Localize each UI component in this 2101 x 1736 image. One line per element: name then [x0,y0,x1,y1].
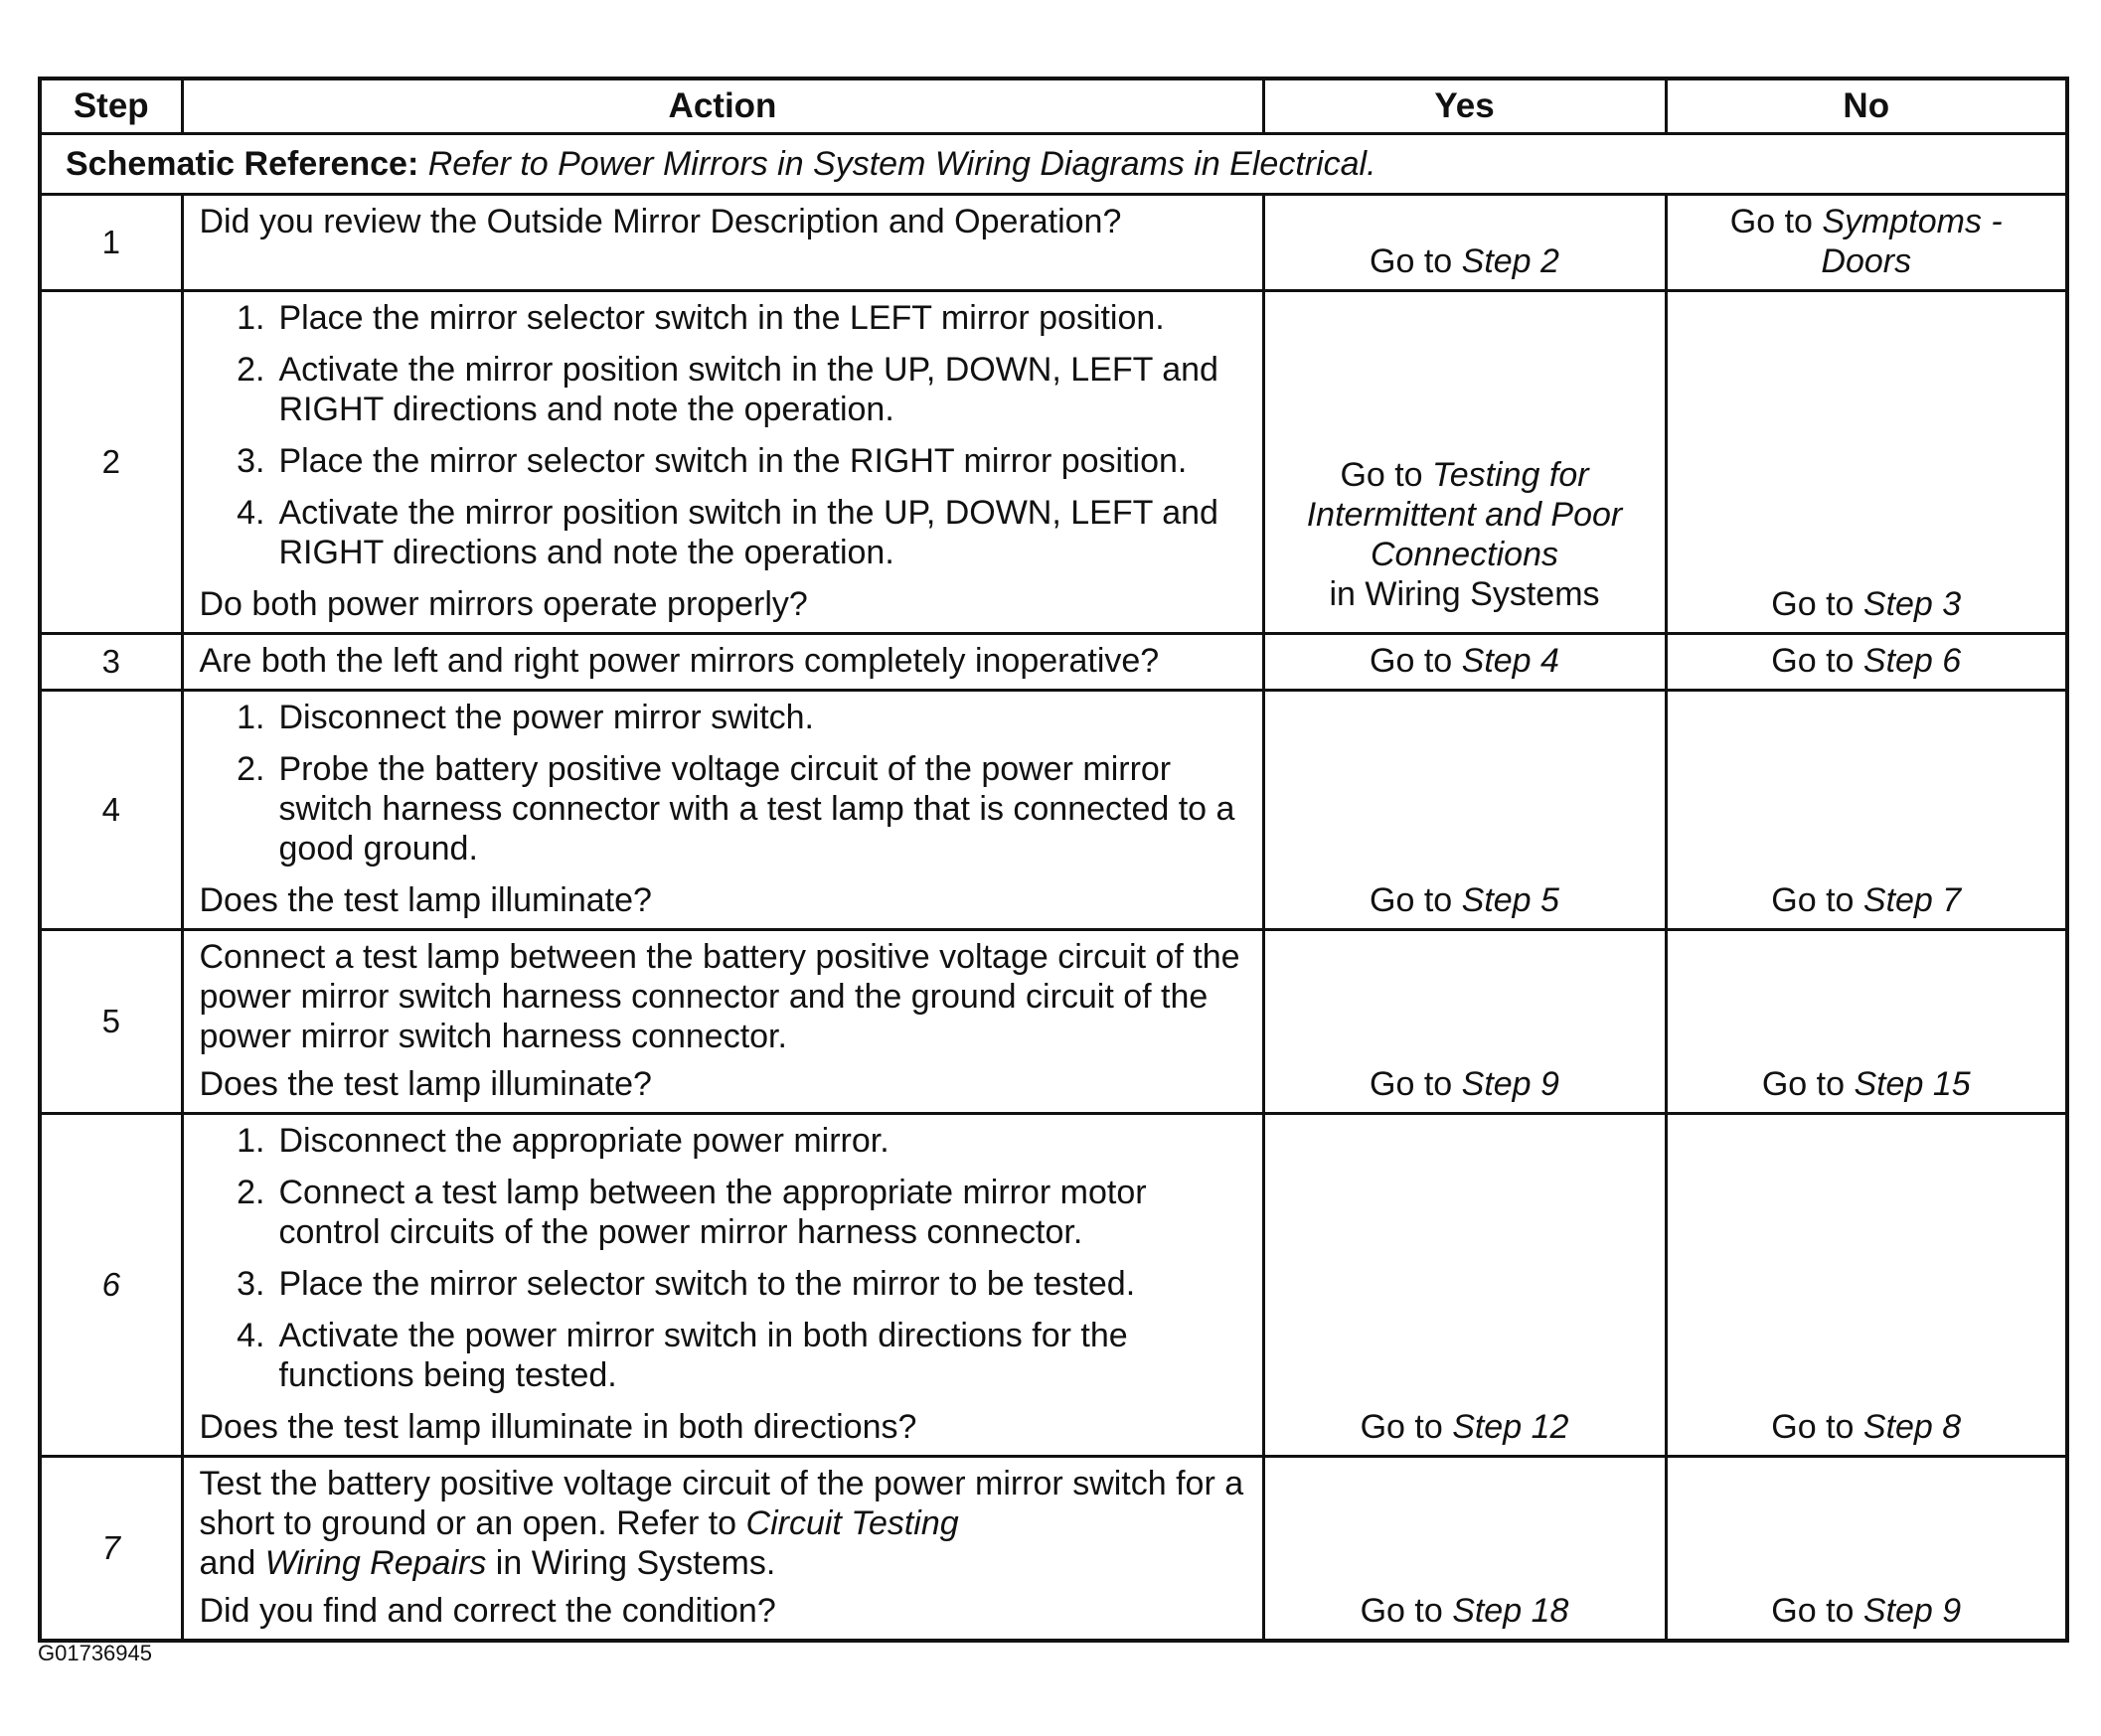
no-link: Step 7 [1862,881,1962,919]
no-link-continued: Doors [1821,242,1912,280]
yes-prefix: Go to [1370,242,1462,280]
no-link: Step 8 [1862,1408,1962,1446]
yes-cell [1263,291,1666,634]
action-cell [182,1457,1263,1642]
yes-cell [1263,930,1666,1114]
list-item: 1. Disconnect the appropriate power mirror. [237,1122,889,1160]
figure-id: G01736945 [38,1641,152,1665]
yes-link: Step 12 [1452,1408,1569,1446]
no-link: Step 15 [1854,1065,1971,1103]
no-cell [1666,634,2067,691]
no-prefix: Go to [1771,881,1863,919]
list-item: 3. Place the mirror selector switch in the RIGHT mirror position. [237,442,1188,480]
header-row [40,79,2067,134]
no-cell [1666,291,2067,634]
list-item: 4. Activate the power mirror switch in both directions for the functions being tested. [237,1317,1128,1394]
yes-prefix: Go to [1340,456,1433,494]
yes-cell [1263,195,1666,291]
table-row [40,691,2067,930]
yes-link: Step 9 [1461,1065,1559,1103]
table-row [40,291,2067,634]
yes-cell [1263,1114,1666,1457]
header-yes: Yes [1263,79,1666,134]
action-question: Does the test lamp illuminate in both directions? [199,1408,917,1446]
step-number: 7 [40,1457,182,1642]
schematic-reference-text: Refer to Power Mirrors in System Wiring Diagrams in Electrical. [427,145,1376,183]
no-prefix: Go to [1729,203,1823,240]
action-question: Are both the left and right power mirrors completely inoperative? [199,642,1160,680]
no-prefix: Go to [1771,1408,1863,1446]
no-prefix: Go to [1771,1592,1863,1630]
action-paragraph: Connect a test lamp between the battery positive voltage circuit of the power mirror switch harness connector and the ground circuit of the power mirror switch harness connector. [199,938,1240,1055]
yes-prefix: Go to [1370,1065,1462,1103]
no-link: Step 3 [1862,585,1962,623]
action-cell [182,1114,1263,1457]
action-question: Did you review the Outside Mirror Description and Operation? [199,203,1122,240]
step-number: 4 [40,691,182,930]
no-link: Step 9 [1862,1592,1962,1630]
action-cell [182,195,1263,291]
yes-suffix: in Wiring Systems [1329,575,1600,613]
action-list [200,1121,1250,1395]
yes-link-continued: Intermittent and Poor [1306,496,1623,534]
no-prefix: Go to [1771,585,1863,623]
list-item: 2. Probe the battery positive voltage circuit of the power mirror switch harness connector with a test lamp that is connected to a good ground. [237,750,1235,868]
yes-prefix: Go to [1370,642,1462,680]
step-number: 1 [40,195,182,291]
yes-prefix: Go to [1370,881,1462,919]
step-number: 2 [40,291,182,634]
no-cell [1666,930,2067,1114]
step-number: 5 [40,930,182,1114]
circuit-testing-ref: Circuit Testing [745,1504,959,1542]
no-prefix: Go to [1761,1065,1855,1103]
action-cell [182,691,1263,930]
table-row [40,1457,2067,1642]
wiring-repairs-ref: Wiring Repairs [264,1544,487,1582]
step-number: 3 [40,634,182,691]
yes-prefix: Go to [1360,1592,1453,1630]
table-row [40,930,2067,1114]
diagnostic-table-container [38,77,2065,1643]
diagnostic-table [38,77,2069,1643]
yes-prefix: Go to [1360,1408,1453,1446]
no-cell [1666,195,2067,291]
list-item: 2. Activate the mirror position switch in the UP, DOWN, LEFT and RIGHT directions and note the operation. [237,351,1218,428]
yes-link: Testing for [1432,456,1589,494]
table-row [40,1114,2067,1457]
list-item: 1. Place the mirror selector switch in the LEFT mirror position. [237,299,1165,337]
action-question: Does the test lamp illuminate? [199,881,652,919]
no-link: Step 6 [1862,642,1962,680]
no-prefix: Go to [1771,642,1863,680]
action-list [200,298,1250,572]
yes-link: Step 5 [1461,881,1559,919]
schematic-reference [40,134,2067,195]
header-step: Step [40,79,182,134]
header-action: Action [182,79,1263,134]
action-list [200,698,1250,868]
yes-link: Step 18 [1452,1592,1569,1630]
no-cell [1666,1114,2067,1457]
no-cell [1666,691,2067,930]
step-number: 6 [40,1114,182,1457]
action-cell [182,930,1263,1114]
yes-cell [1263,634,1666,691]
list-item: 2. Connect a test lamp between the appropriate mirror motor control circuits of the power mirror harness connector. [237,1174,1147,1251]
action-cell [182,634,1263,691]
list-item: 3. Place the mirror selector switch to the mirror to be tested. [237,1265,1136,1303]
schematic-reference-row [40,134,2067,195]
yes-cell [1263,691,1666,930]
list-item: 1. Disconnect the power mirror switch. [237,699,815,736]
table-row [40,195,2067,291]
action-question: Did you find and correct the condition? [199,1592,776,1630]
action-question: Does the test lamp illuminate? [199,1065,652,1103]
action-paragraph: Test the battery positive voltage circuit of the power mirror switch for a short to ground or an open. Refer to Circuit Testing and Wiring Repairs in Wiring Systems. [199,1465,1244,1582]
list-item: 4. Activate the mirror position switch in the UP, DOWN, LEFT and RIGHT directions and note the operation. [237,494,1218,571]
yes-link-continued: Connections [1370,536,1558,573]
yes-link: Step 2 [1461,242,1559,280]
yes-cell [1263,1457,1666,1642]
action-question: Do both power mirrors operate properly? [199,585,808,623]
action-cell [182,291,1263,634]
yes-link: Step 4 [1461,642,1559,680]
schematic-reference-label: Schematic Reference: [66,145,419,183]
no-cell [1666,1457,2067,1642]
table-row [40,634,2067,691]
no-link: Symptoms - [1822,203,2003,240]
header-no: No [1666,79,2067,134]
